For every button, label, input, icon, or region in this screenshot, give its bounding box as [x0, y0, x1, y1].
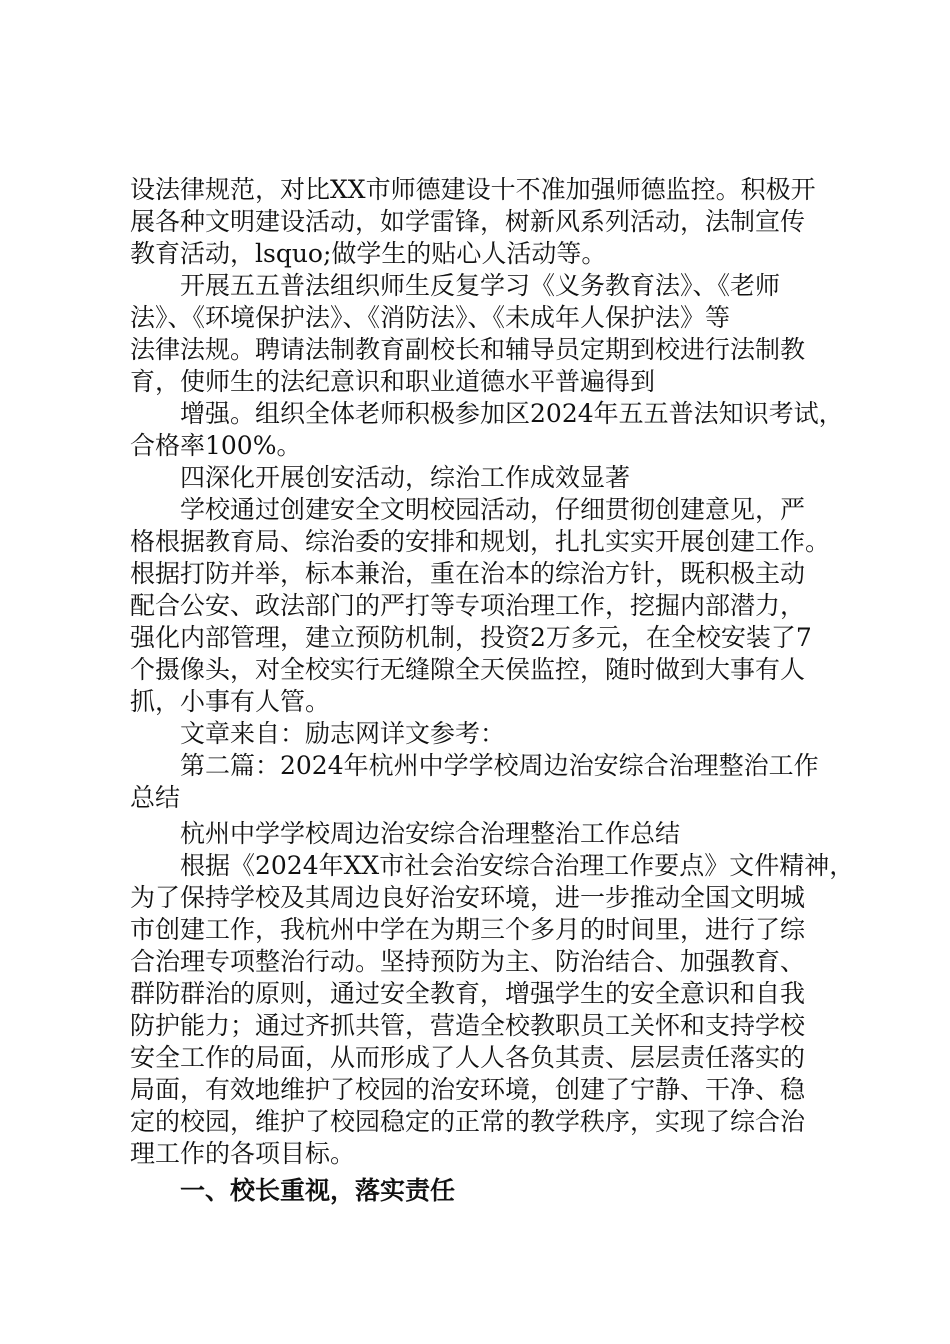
chapter-title-continued: 总结 [130, 783, 181, 812]
text-line: 群防群治的原则，通过安全教育，增强学生的安全意识和自我 [130, 979, 806, 1008]
text-line: 增强。组织全体老师积极参加区2024年五五普法知识考试， [180, 399, 844, 428]
text-line: 防护能力；通过齐抓共管，营造全校教职员工关怀和支持学校 [130, 1011, 806, 1040]
text-line: 安全工作的局面，从而形成了人人各负其责、层层责任落实的 [130, 1043, 806, 1072]
document-body [130, 174, 855, 1210]
text-line: 抓，小事有人管。 [130, 687, 331, 716]
text-line: 格根据教育局、综治委的安排和规划，扎扎实实开展创建工作。 [130, 527, 831, 556]
source-note: 文章来自：励志网详文参考： [180, 719, 506, 748]
text-line: 设法律规范，对比XX市师德建设十不准加强师德监控。积极开 [130, 175, 816, 204]
text-line: 根据打防并举，标本兼治，重在治本的综治方针，既积极主动 [130, 559, 806, 588]
text-line: 个摄像头，对全校实行无缝隙全天侯监控，随时做到大事有人 [130, 655, 806, 684]
section-heading: 一、校长重视，落实责任 [180, 1176, 456, 1205]
document-title: 杭州中学学校周边治安综合治理整治工作总结 [180, 819, 681, 848]
text-line: 法》、《环境保护法》、《消防法》、《未成年人保护法》等 [130, 303, 731, 332]
text-line: 根据《2024年XX市社会治安综合治理工作要点》文件精神， [180, 851, 855, 880]
text-line: 合治理专项整治行动。坚持预防为主、防治结合、加强教育、 [130, 947, 806, 976]
text-line: 开展五五普法组织师生反复学习《义务教育法》、《老师 [180, 271, 781, 300]
text-line: 展各种文明建设活动，如学雷锋，树新风系列活动，法制宣传 [130, 207, 806, 236]
chapter-title: 第二篇：2024年杭州中学学校周边治安综合治理整治工作 [180, 751, 819, 780]
text-line: 定的校园，维护了校园稳定的正常的教学秩序，实现了综合治 [130, 1107, 806, 1136]
section-title: 四深化开展创安活动，综治工作成效显著 [180, 463, 631, 492]
text-line: 强化内部管理，建立预防机制，投资2万多元，在全校安装了7 [130, 623, 812, 652]
text-line: 市创建工作，我杭州中学在为期三个多月的时间里，进行了综 [130, 915, 806, 944]
text-line: 局面，有效地维护了校园的治安环境，创建了宁静、干净、稳 [130, 1075, 806, 1104]
text-line: 学校通过创建安全文明校园活动，仔细贯彻创建意见，严 [180, 495, 806, 524]
text-line: 为了保持学校及其周边良好治安环境，进一步推动全国文明城 [130, 883, 806, 912]
text-line: 配合公安、政法部门的严打等专项治理工作，挖掘内部潜力， [130, 591, 806, 620]
text-line: 育，使师生的法纪意识和职业道德水平普遍得到 [130, 367, 656, 396]
text-line: 理工作的各项目标。 [130, 1139, 356, 1168]
text-line: 合格率100%。 [130, 431, 302, 460]
text-line: 法律法规。聘请法制教育副校长和辅导员定期到校进行法制教 [130, 335, 806, 364]
text-line: 教育活动，lsquo;做学生的贴心人活动等。 [130, 239, 607, 268]
